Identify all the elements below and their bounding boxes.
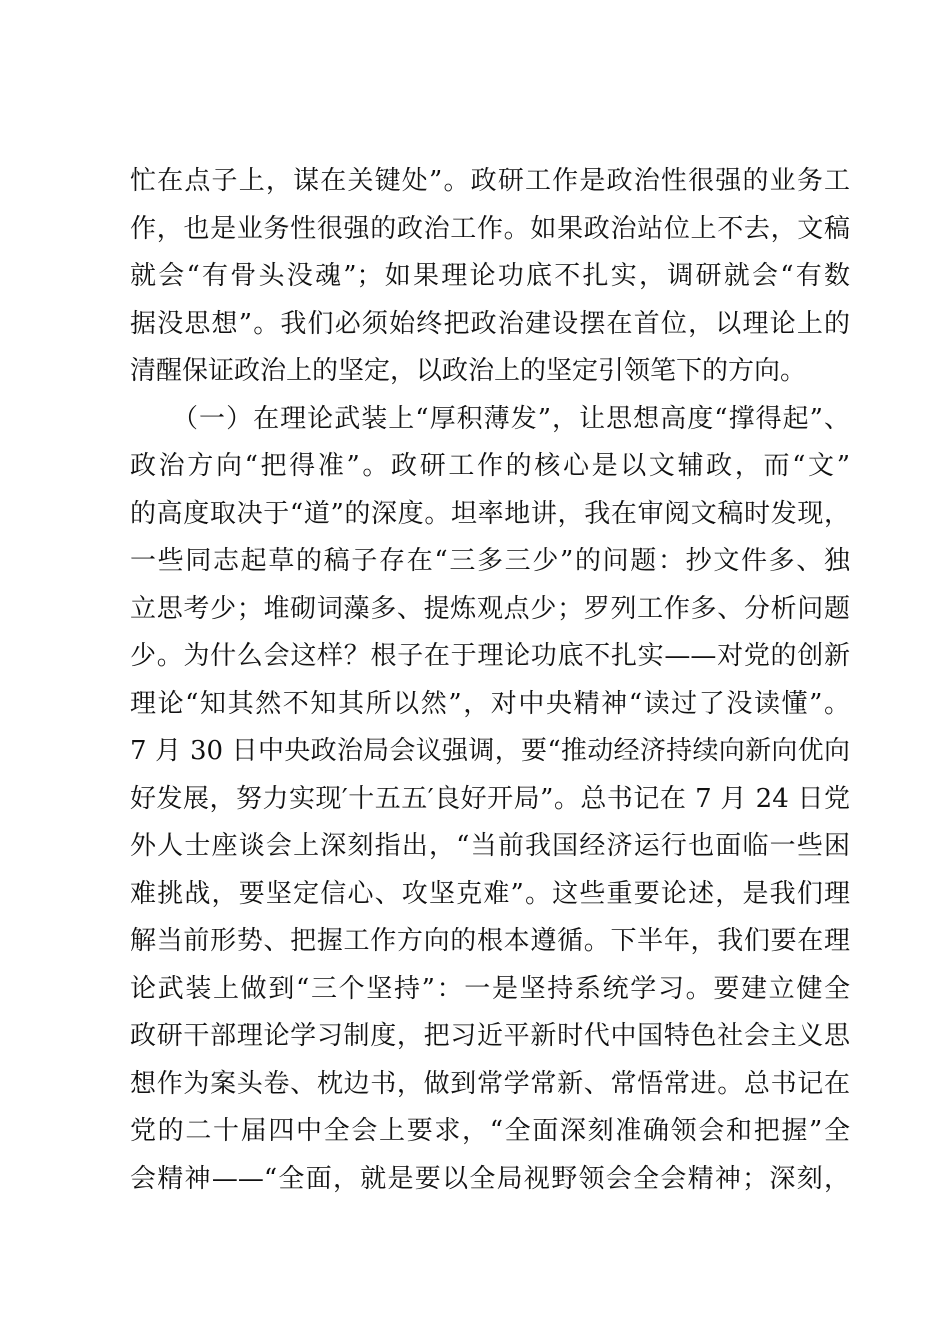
- text-line: 的高度取决于“道”的深度。坦率地讲，我在审阅文稿时发现，: [130, 498, 850, 529]
- text-line: 立思考少；堆砌词藻多、提炼观点少；罗列工作多、分析问题: [130, 593, 850, 624]
- section-heading-line: （一）在理论武装上“厚积薄发”，让思想高度“撑得起”、: [172, 403, 850, 434]
- text-line: 想作为案头卷、枕边书，做到常学常新、常悟常进。总书记在: [130, 1068, 850, 1099]
- text-line: 会精神——“全面，就是要以全局视野领会全会精神；深刻，: [130, 1163, 850, 1194]
- text-line: 好发展，努力实现′十五五′良好开局”。总书记在 7 月 24 日党: [130, 783, 850, 814]
- text-line: 一些同志起草的稿子存在“三多三少”的问题：抄文件多、独: [130, 546, 850, 576]
- text-line: 7 月 30 日中央政治局会议强调，要“推动经济持续向新向优向: [130, 736, 850, 766]
- text-line: 论武装上做到“三个坚持”：一是坚持系统学习。要建立健全: [130, 973, 850, 1004]
- text-line: 党的二十届四中全会上要求，“全面深刻准确领会和把握”全: [130, 1116, 850, 1146]
- text-line: 就会“有骨头没魂”；如果理论功底不扎实，调研就会“有数: [130, 261, 850, 291]
- text-line: 作，也是业务性很强的政治工作。如果政治站位上不去，文稿: [130, 213, 850, 244]
- text-line: 理论“知其然不知其所以然”，对中央精神“读过了没读懂”。: [130, 688, 850, 719]
- text-line: 外人士座谈会上深刻指出，“当前我国经济运行也面临一些困: [130, 831, 850, 861]
- text-line: 政研干部理论学习制度，把习近平新时代中国特色社会主义思: [130, 1021, 850, 1051]
- text-line: 少。为什么会这样？根子在于理论功底不扎实——对党的创新: [130, 641, 850, 671]
- text-line: 清醒保证政治上的坚定，以政治上的坚定引领笔下的方向。: [130, 356, 807, 386]
- text-line: 据没思想”。我们必须始终把政治建设摆在首位，以理论上的: [130, 308, 850, 339]
- text-line: 解当前形势、把握工作方向的根本遵循。下半年，我们要在理: [130, 926, 850, 956]
- body-text: [130, 158, 850, 1203]
- text-line: 忙在点子上，谋在关键处”。政研工作是政治性很强的业务工: [130, 166, 850, 196]
- text-line: 政治方向“把得准”。政研工作的核心是以文辅政，而“文”: [130, 451, 850, 481]
- text-line: 难挑战，要坚定信心、攻坚克难”。这些重要论述，是我们理: [130, 878, 850, 909]
